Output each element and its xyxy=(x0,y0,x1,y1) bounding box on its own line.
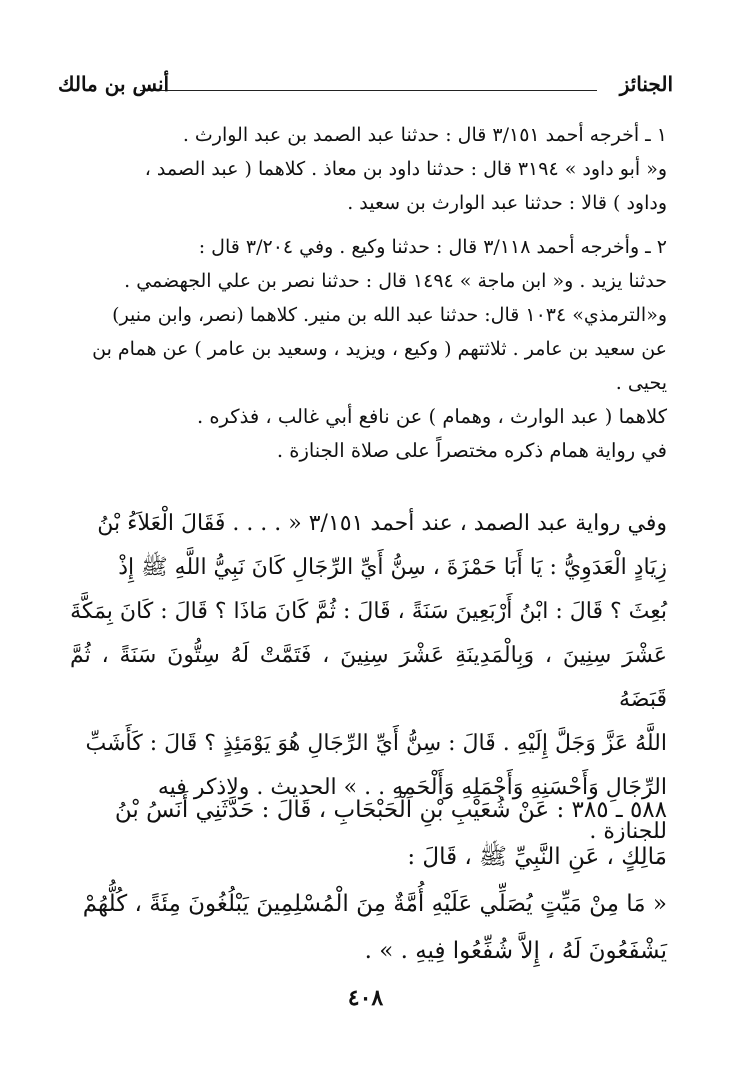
footnote-line: عن سعيد بن عامر . ثلاثتهم ( وكيع ، ويزيد ، وسعيد بن عامر ) عن همام بن xyxy=(92,338,667,360)
footnote-line: ٢ ـ وأخرجه أحمد ٣/١١٨ قال : حدثنا وكيع . وفي ٣/٢٠٤ قال : xyxy=(198,236,667,258)
footnote-line: كلاهما ( عبد الوارث ، وهمام ) عن نافع أبي غالب ، فذكره . xyxy=(196,405,667,428)
footnote-line: الرِّجَالِ وَأَحْسَنِهِ وَأَجْمَلِهِ وَأَلْحَمِهِ . . » الحديث . ولاذكر فيه xyxy=(157,775,667,800)
footnote-line: يحيى . xyxy=(615,372,667,394)
footnote-line: و«الترمذي» ١٠٣٤ قال: حدثنا عبد الله بن منير. كلاهما (نصر، وابن منير) xyxy=(112,304,667,326)
footnote-line: بُعِثَ ؟ قَالَ : ابْنُ أَرْبَعِينَ سَنَةً ، قَالَ : ثُمَّ كَانَ مَاذَا ؟ قَالَ : كَانَ بِمَكَّةَ xyxy=(70,599,667,624)
footnote-line: وداود ) قالا : حدثنا عبد الوارث بن سعيد . xyxy=(347,192,667,214)
footnote-line: وفي رواية عبد الصمد ، عند أحمد ٣/١٥١ « . . . . فَقَالَ الْعَلاَءُ بْنُ xyxy=(97,511,667,536)
hadith-line: مَالِكٍ ، عَنِ النَّبِيِّ ﷺ ، قَالَ : xyxy=(407,844,667,870)
header-chapter-title: الجنائز xyxy=(619,72,673,96)
footnote-line: عَشْرَ سِنِينَ ، وَبِالْمَدِينَةِ عَشْرَ سِنِينَ ، فَتَمَّتْ لَهُ سِتُّونَ سَنَةً ، ثُمَّ قَبَضَهُ xyxy=(70,643,667,712)
footnote-2 xyxy=(70,230,667,400)
footnote-line: حدثنا يزيد . و« ابن ماجة » ١٤٩٤ قال : حدثنا نصر بن علي الجهضمي . xyxy=(124,270,667,292)
page-number: ٤٠٨ xyxy=(347,985,384,1011)
hadith-entry xyxy=(70,787,667,975)
footnote-line: زِيَادٍ الْعَدَوِيُّ : يَا أَبَا حَمْزَةَ ، سِنُّ أَيِّ الرِّجَالِ كَانَ نَبِيُّ اللَّهِ ﷺ إِذْ xyxy=(118,555,667,580)
footnote-line: و« أبو داود » ٣١٩٤ قال : حدثنا داود بن معاذ . كلاهما ( عبد الصمد ، xyxy=(144,158,667,180)
footnote-line: في رواية همام ذكره مختصراً على صلاة الجنازة . xyxy=(276,439,667,462)
hadith-line: ٥٨٨ ـ ٣٨٥ : عَنْ شُعَيْبِ بْنِ الْحَبْحَابِ ، قَالَ : حَدَّثَنِي أَنَسُ بْنُ xyxy=(114,797,667,823)
footnote-1 xyxy=(70,118,667,220)
footnote-line: ١ ـ أخرجه أحمد ٣/١٥١ قال : حدثنا عبد الصمد بن عبد الوارث . xyxy=(182,124,667,146)
header-rule xyxy=(140,90,597,91)
header-narrator-title: أنس بن مالك xyxy=(58,72,170,96)
hadith-line: « مَا مِنْ مَيِّتٍ يُصَلِّي عَلَيْهِ أُمَّةٌ مِنَ الْمُسْلِمِينَ يَبْلُغُونَ مِئَةً ، كُلُّهُمْ xyxy=(82,891,667,917)
running-header xyxy=(58,72,673,102)
footnote-line: للجنازة . xyxy=(589,819,667,844)
footnote-line: اللَّهُ عَزَّ وَجَلَّ إِلَيْهِ . قَالَ : سِنُّ أَيِّ الرِّجَالِ هُوَ يَوْمَئِذٍ ؟ قَالَ : كَأَشَبِّ xyxy=(85,731,667,756)
footnote-summary xyxy=(70,400,667,468)
hadith-line: يَشْفَعُونَ لَهُ ، إِلاَّ شُفِّعُوا فِيهِ . » . xyxy=(364,938,667,964)
